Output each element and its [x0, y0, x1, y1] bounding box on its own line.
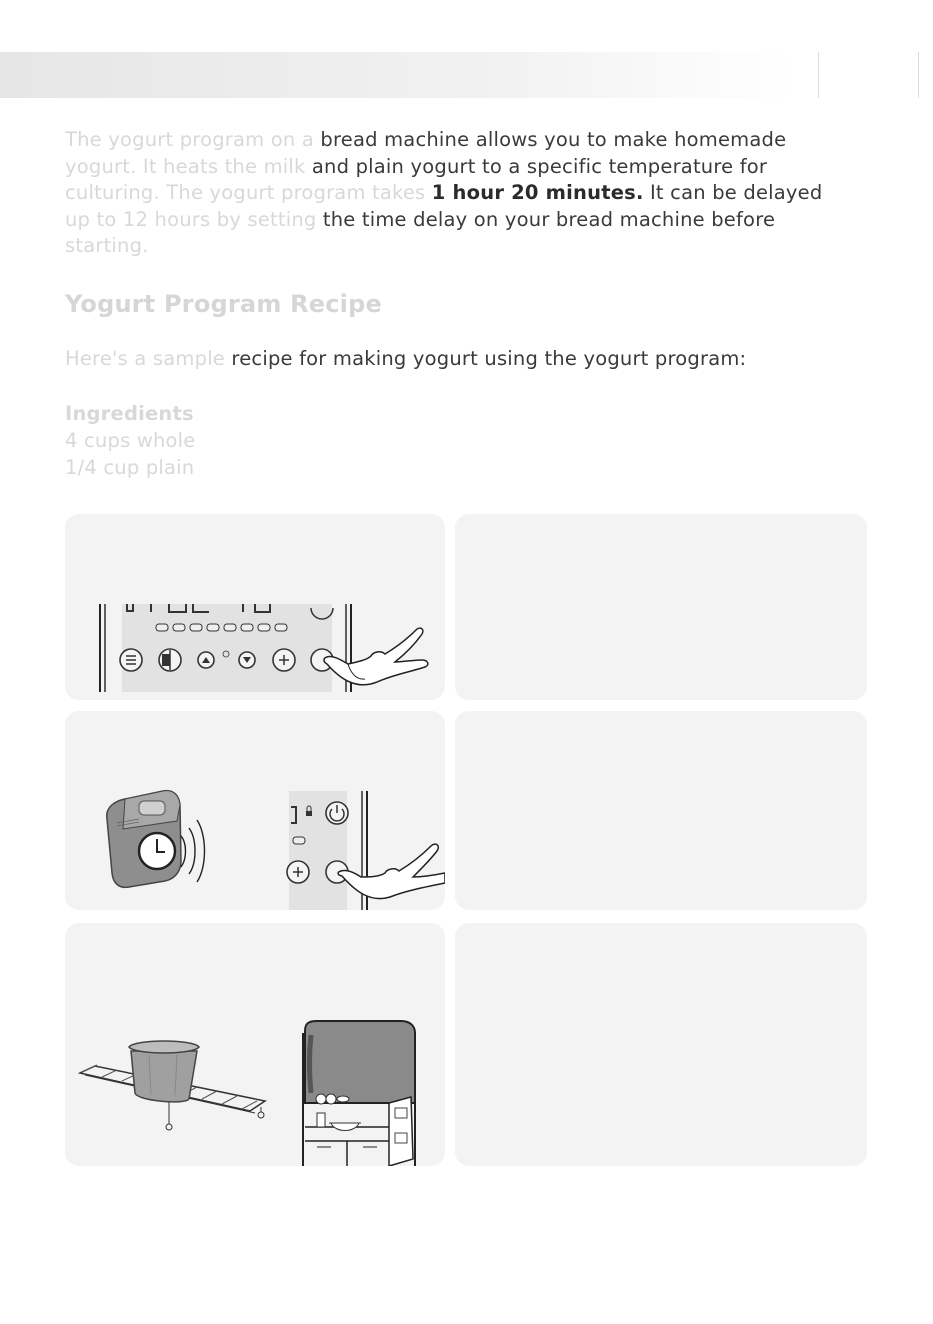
- step1-text-panel: [455, 514, 867, 700]
- page-edge-line: [918, 52, 919, 98]
- refrigerator-icon: [303, 1021, 415, 1166]
- recipe-title: Yogurt Program Recipe: [65, 290, 382, 318]
- sample-text: recipe for making yogurt using the yogurt program:: [225, 347, 747, 370]
- intro-text: yogurt. It heats the milk: [65, 154, 306, 178]
- intro-text: The yogurt program on a: [65, 128, 315, 151]
- program-duration: 1 hour 20 minutes.: [431, 181, 644, 205]
- ingredient-item: 1/4 cup plain: [65, 456, 195, 479]
- delay-timer-illustration: [65, 711, 445, 910]
- ingredient-item: 4 cups whole: [65, 429, 196, 452]
- bread-pan-icon: [129, 1041, 199, 1102]
- intro-text: culturing. The yogurt program takes: [65, 181, 426, 205]
- page-edge-line: [818, 52, 819, 98]
- intro-paragraph: [65, 127, 865, 260]
- intro-text: bread machine allows you to make homemade: [314, 128, 787, 151]
- step2-illustration-panel: [65, 711, 445, 910]
- intro-text: and plain yogurt to a specific temperature for: [305, 154, 768, 178]
- ingredients-section: [65, 400, 195, 481]
- step3-illustration-panel: [65, 923, 445, 1166]
- intro-text: starting.: [65, 234, 149, 258]
- step2-text-panel: [455, 711, 867, 910]
- step3-text-panel: [455, 923, 867, 1166]
- intro-text: It can be delayed: [643, 181, 823, 205]
- cooling-and-refrigerating-illustration: [65, 923, 445, 1166]
- sample-text: Here's a sample: [65, 347, 226, 370]
- intro-text: up to 12 hours by setting: [65, 207, 317, 231]
- sample-recipe-line: [65, 347, 746, 370]
- header-band: [0, 52, 933, 98]
- ingredients-title: Ingredients: [65, 402, 194, 425]
- intro-text: the time delay on your bread machine before: [316, 207, 776, 231]
- step1-illustration-panel: [65, 514, 445, 700]
- control-panel-press-illustration: [65, 514, 445, 700]
